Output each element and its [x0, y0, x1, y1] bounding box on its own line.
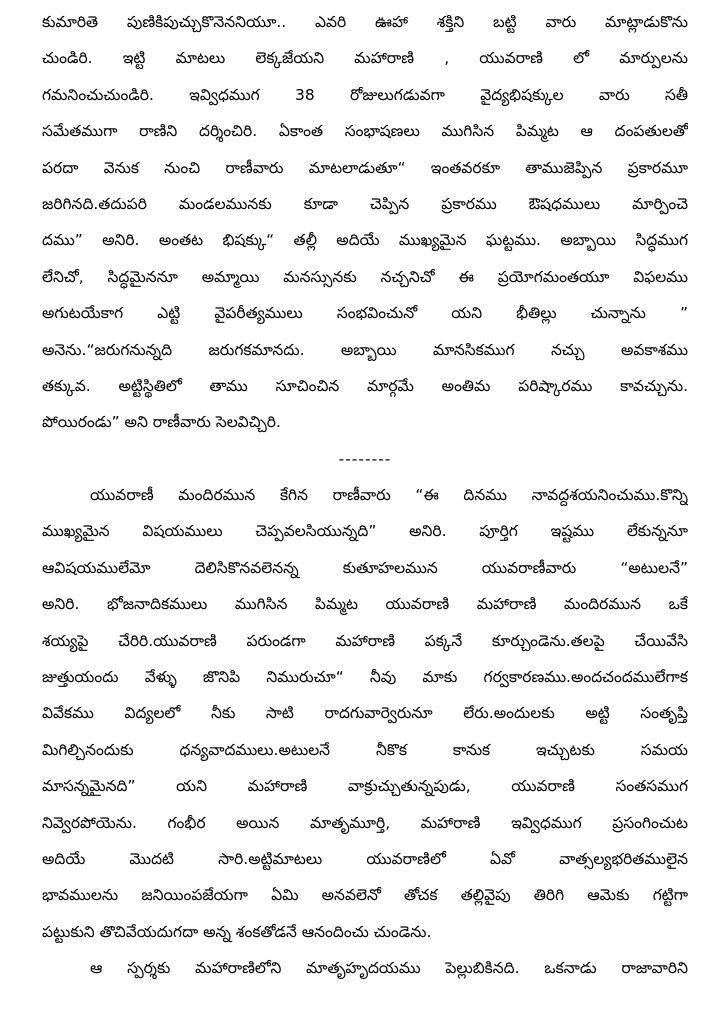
text-line: అగుటయేకాగ ఎట్టి వైపరీత్యములు సంభవించునో యని భీతిల్లు చున్నాను ”: [42, 304, 688, 323]
text-line: చుండిరి. ఇట్టి మాటలు లెక్కజేయని మహారాణి , యువరాణి లో మార్పులను: [42, 49, 688, 68]
text-line: సమేతముగా రాణిని దర్శించిరి. ఏకాంత సంభాషణలు ముగిసిన పిమ్మట ఆ దంపతులతో: [42, 122, 688, 141]
text-line: మిగిల్చినందుకు ధన్యవాదములు.అటులనే నీకొక కానుక ఇచ్చుటకు సమయ: [42, 740, 688, 759]
text-line: దము” అనిరి. అంతట భిషక్కు“ తల్లీ అదియే ముఖ్యమైన ఘట్టము. అబ్బాయి సిద్ధముగ: [42, 231, 688, 250]
text-line: యువరాణీ మందిరమున కేగిన రాణీవారు “ఈ దినము నావద్దశయనించుము.కొన్ని: [90, 486, 688, 505]
text-line: శయ్యపై చేరిరి.యువరాణి పరుండగా మహారాణి పక్కనే కూర్చుండెను.తలపై చేయివేసి: [42, 631, 688, 650]
text-line: పరదా వెనుక నుంచి రాణీవారు మాటలాడుతూ“ ఇంతవరకూ తాముజెప్పిన ప్రకారమూ: [42, 158, 688, 177]
text-line: అనిరి. భోజనాదికములు ముగిసిన పిమ్మట యువరాణి మహారాణి మందిరమున ఒకే: [42, 595, 688, 614]
paragraph-2: [42, 477, 688, 950]
text-line: అదియే మొదటి సారి.అట్టిమాటలు యువరాణిలో ఏవో వాత్సల్యభరితములైన: [42, 849, 688, 868]
text-line: వివేకము విద్యలలో నీకు సాటి రాదగువార్వెరునూ లేరు.అందులకు అట్టి సంతృప్తి: [42, 704, 688, 723]
text-line: జుత్తుయందు వేళ్ళు జొనిపి నిమురుచూ“ నీవు మాకు గర్వకారణము.అందచందములేగాక: [42, 668, 688, 687]
paragraph-3: [42, 950, 688, 986]
text-line: గమనించుచుండిరి. ఇవ్విధముగ 38 రోజులుగడువగా వైద్యభిషక్కుల వారు సతీ: [42, 85, 688, 104]
text-line: పోయిరండు” అని రాణీవారు సెలవిచ్చిరి.: [42, 413, 281, 432]
text-line: ముఖ్యమైన విషయములు చెప్పవలసియున్నది” అనిరి. పూర్తిగ ఇష్టము లేకున్ననూ: [42, 522, 688, 541]
text-line: తక్కువ. అట్టిస్థితిలో తాము సూచించిన మార్గమే అంతిమ పరిష్కారము కావచ్చును.: [42, 376, 688, 395]
text-line: భావములను జనియింపజేయగా ఏమి అనవలెనో తోచక తల్లివైపు తిరిగి ఆమెకు గట్టిగా: [42, 886, 688, 905]
text-line: ఆ స్పర్శకు మహారాణిలోని మాతృహృదయము పెల్లుబికినది. ఒకనాడు రాజావారిని: [90, 959, 688, 978]
text-line: లేనిచో, సిద్ధమైననూ అమ్మాయి మనస్సునకు నచ్చనిచో ఈ ప్రయోగమంతయూ విఫలము: [42, 267, 688, 286]
text-line: మాసన్నమైనది” యని మహారాణి వాక్రుచ్చుతున్నపుడు, యువరాణి సంతసముగ: [42, 777, 688, 796]
text-line: నివ్వెరపోయెను. గంభీర అయిన మాతృమూర్తి, మహారాణి ఇవ్విధముగ ప్రసంగించుట: [42, 813, 688, 832]
text-line: జరిగినది.తదుపరి మండలమునకు కూడా చెప్పిన ప్రకారము ఔషధములు మార్పించె: [42, 194, 688, 213]
text-line: కుమారితె పుణికిపుచ్చుకొనెననియూ.. ఎవరి ఊహా శక్తిని బట్టి వారు మాట్లాడుకొను: [42, 13, 688, 31]
paragraph-1: [42, 4, 688, 441]
document-body: [42, 4, 688, 987]
section-separator: --------: [338, 449, 392, 468]
text-line: పట్టుకుని తొచివేయదుగదా అన్న శంకతోడనే ఆనందించు చుండెను.: [42, 922, 432, 941]
text-line: ఆవిషయములేమో దెలిసికొనవలెనన్న కుతూహలమున యువరాణీవారు “అటులనే”: [42, 558, 688, 577]
text-line: అనెను.“జరుగనున్నది జరుగకమానదు. అబ్బాయి మానసికముగ నచ్చు అవకాశము: [42, 340, 688, 359]
